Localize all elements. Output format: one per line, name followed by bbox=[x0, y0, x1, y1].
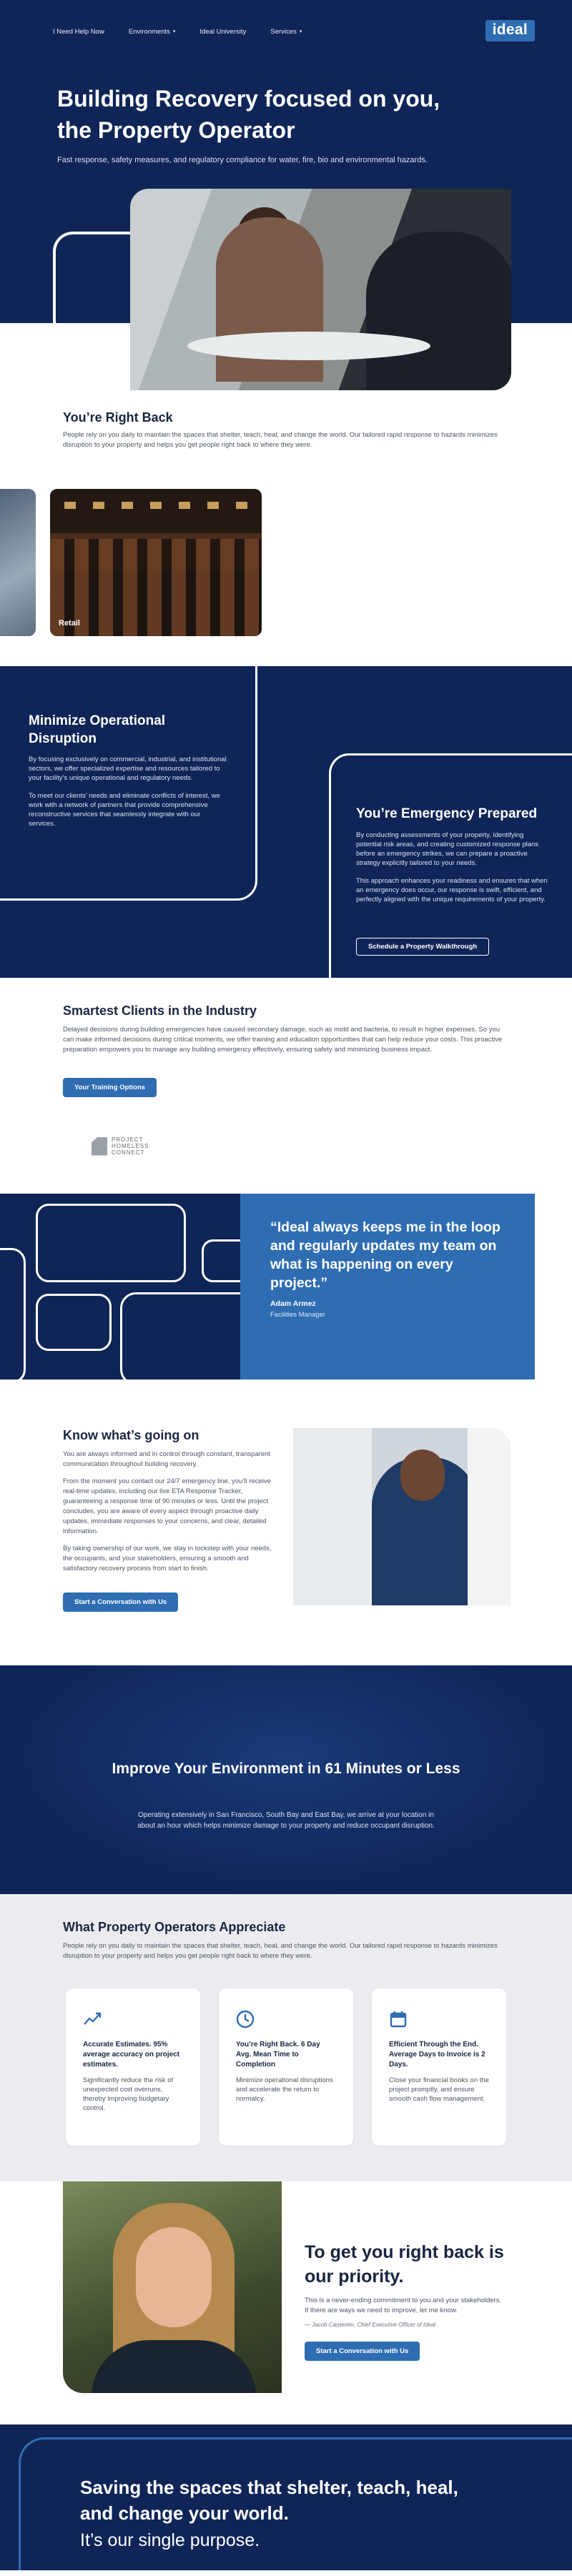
calendar-icon bbox=[389, 2010, 409, 2030]
nav-environments[interactable]: Environments ▾ bbox=[128, 27, 176, 36]
emergency-title: You’re Emergency Prepared bbox=[356, 806, 538, 821]
know-title: Know what’s going on bbox=[63, 1428, 199, 1442]
priority-citation: — Jacob Carpenter, Chief Executive Officer of Ideal bbox=[305, 2322, 436, 2328]
hero-subtitle: Fast response, safety measures, and regulatory compliance for water, fire, bio and environmental hazards. bbox=[57, 156, 428, 164]
benefit-card-invoice: Efficient Through the End. Average Days to Invoice is 2 Days. Close your financial books on the project promptly, and ensure smooth cash flow management. bbox=[372, 1988, 506, 2146]
training-options-button[interactable]: Your Training Options bbox=[63, 1078, 157, 1097]
nav-help-now[interactable]: I Need Help Now bbox=[53, 27, 104, 36]
priority-text: This is a never-ending commitment to you and your stakeholders. If there are ways we need to improve, let me know. bbox=[305, 2297, 502, 2314]
right-back-title: You’re Right Back bbox=[63, 410, 173, 425]
know-text: You are always informed and in control through constant, transparent communication throughout building recovery. From the moment you contact our 24/7 emergency line, you’ll receive real-time updates, including our live ETA Response Tracker, guaranteeing a response time of 90 minutes or less. Until the project concludes, you are aware of every aspect through proactive daily updates, immediate responses to your concerns, and clear, detailed information. By taking ownership of our work, we stay in lockstep with your needs, the occupants, and your stakeholders, ensuring a smooth and satisfactory recovery process from start to finish. bbox=[63, 1450, 272, 1572]
right-back-text: People rely on you daily to maintain the spaces that shelter, teach, heal, and change the world. Our tailored rapid response to hazards minimizes disruption to your property and helps you get people right back to where they were. bbox=[63, 431, 498, 449]
technician-photo bbox=[293, 1428, 511, 1605]
improve-text: Operating extensively in San Francisco, South Bay and East Bay, we arrive at your location in about an hour which helps minimize damage to your property and reduce occupant disruption. bbox=[137, 1811, 435, 1830]
testimonial-role: Facilities Manager bbox=[270, 1311, 326, 1319]
purpose-title: Saving the spaces that shelter, teach, heal, and change your world. bbox=[80, 2477, 458, 2524]
appreciate-text: People rely on you daily to maintain the spaces that shelter, teach, heal, and change the world. Our tailored rapid response to hazards minimizes disruption to your property and helps you get people right back to where they were. bbox=[63, 1942, 498, 1960]
chevron-down-icon: ▾ bbox=[172, 29, 176, 34]
improve-section bbox=[0, 1665, 572, 1894]
testimonial-name: Adam Armez bbox=[270, 1299, 316, 1308]
hero-title: Building Recovery focused on you, the Property Operator bbox=[57, 86, 440, 143]
appreciate-title: What Property Operators Appreciate bbox=[63, 1920, 286, 1934]
improve-title: Improve Your Environment in 61 Minutes or Less bbox=[112, 1760, 460, 1777]
trend-icon bbox=[83, 2010, 103, 2030]
testimonial-quote: “Ideal always keeps me in the loop and regularly updates my team on what is happening on every project.” bbox=[270, 1219, 500, 1291]
partner-mark-icon bbox=[92, 1137, 107, 1156]
hero-photo bbox=[130, 189, 511, 390]
ideal-logo[interactable]: ideal bbox=[485, 20, 535, 41]
nav-services[interactable]: Services ▾ bbox=[270, 27, 302, 36]
top-nav bbox=[53, 20, 535, 43]
priority-title: To get you right back is our priority. bbox=[305, 2242, 504, 2287]
benefit-card-completion: You’re Right Back. 6 Day Avg. Mean Time to Completion Minimize operational disruptions and accelerate the return to normalcy. bbox=[219, 1988, 353, 2146]
purpose-subtitle: It’s our single purpose. bbox=[80, 2530, 260, 2550]
operational-text: By focusing exclusively on commercial, industrial, and institutional sectors, we offer specialized expertise and resources tailored to your facility’s unique operational and regulatory needs. To meet our clients’ needs and eliminate conflicts of interest, we work with a network of partners that provide comprehensive reconstructive services that seamlessly integrate with our services. bbox=[29, 756, 227, 828]
purpose-section bbox=[0, 2424, 572, 2570]
know-section bbox=[0, 1381, 572, 1665]
smartest-title: Smartest Clients in the Industry bbox=[63, 1004, 257, 1018]
appreciate-section bbox=[0, 1894, 572, 2181]
testimonial-pattern bbox=[0, 1194, 240, 1379]
priority-section bbox=[0, 2181, 572, 2424]
operational-section bbox=[0, 666, 572, 978]
emergency-text: By conducting assessments of your property, identifying potential risk areas, and creating customized response plans before an emergency strikes, we can prepare a proactive strategy explicitly tailored to your needs. This approach enhances your readiness and ensures that when an emergency does occur, our response is swift, efficient, and perfectly aligned with the unique requirements of your property. bbox=[356, 831, 548, 903]
smartest-section bbox=[0, 978, 572, 1194]
schedule-walkthrough-button[interactable]: Schedule a Property Walkthrough bbox=[356, 938, 489, 956]
smartest-text: Delayed decisions during building emergencies have caused secondary damage, such as mold and bacteria, to result in higher expenses. So you can make informed decisions during critical moments, we offer training and education opportunities that can help reduce your costs. This proactive preparation empowers you to manage any building emergency effectively, ensuring safety and minimizing business impact. bbox=[63, 1026, 503, 1054]
benefit-card-estimates: Accurate Estimates. 95% average accuracy on project estimates. Significantly reduce the risk of unexpected cost overruns, thereby improving budgetary control. bbox=[66, 1988, 200, 2146]
testimonial-section bbox=[0, 1194, 572, 1381]
project-homeless-connect-logo[interactable]: PROJECT HOMELESS CONNECT bbox=[92, 1136, 149, 1156]
environment-card-label: Retail bbox=[59, 619, 80, 628]
ceo-photo bbox=[63, 2181, 282, 2393]
start-conversation-button-2[interactable]: Start a Conversation with Us bbox=[305, 2342, 420, 2361]
operational-title: Minimize Operational Disruption bbox=[29, 713, 166, 746]
nav-university[interactable]: Ideal University bbox=[199, 27, 247, 36]
environment-card-retail[interactable] bbox=[50, 489, 262, 636]
clock-icon bbox=[236, 2010, 256, 2030]
start-conversation-button[interactable]: Start a Conversation with Us bbox=[63, 1592, 178, 1612]
environment-card-prev[interactable] bbox=[0, 489, 36, 636]
chevron-down-icon: ▾ bbox=[299, 29, 302, 34]
